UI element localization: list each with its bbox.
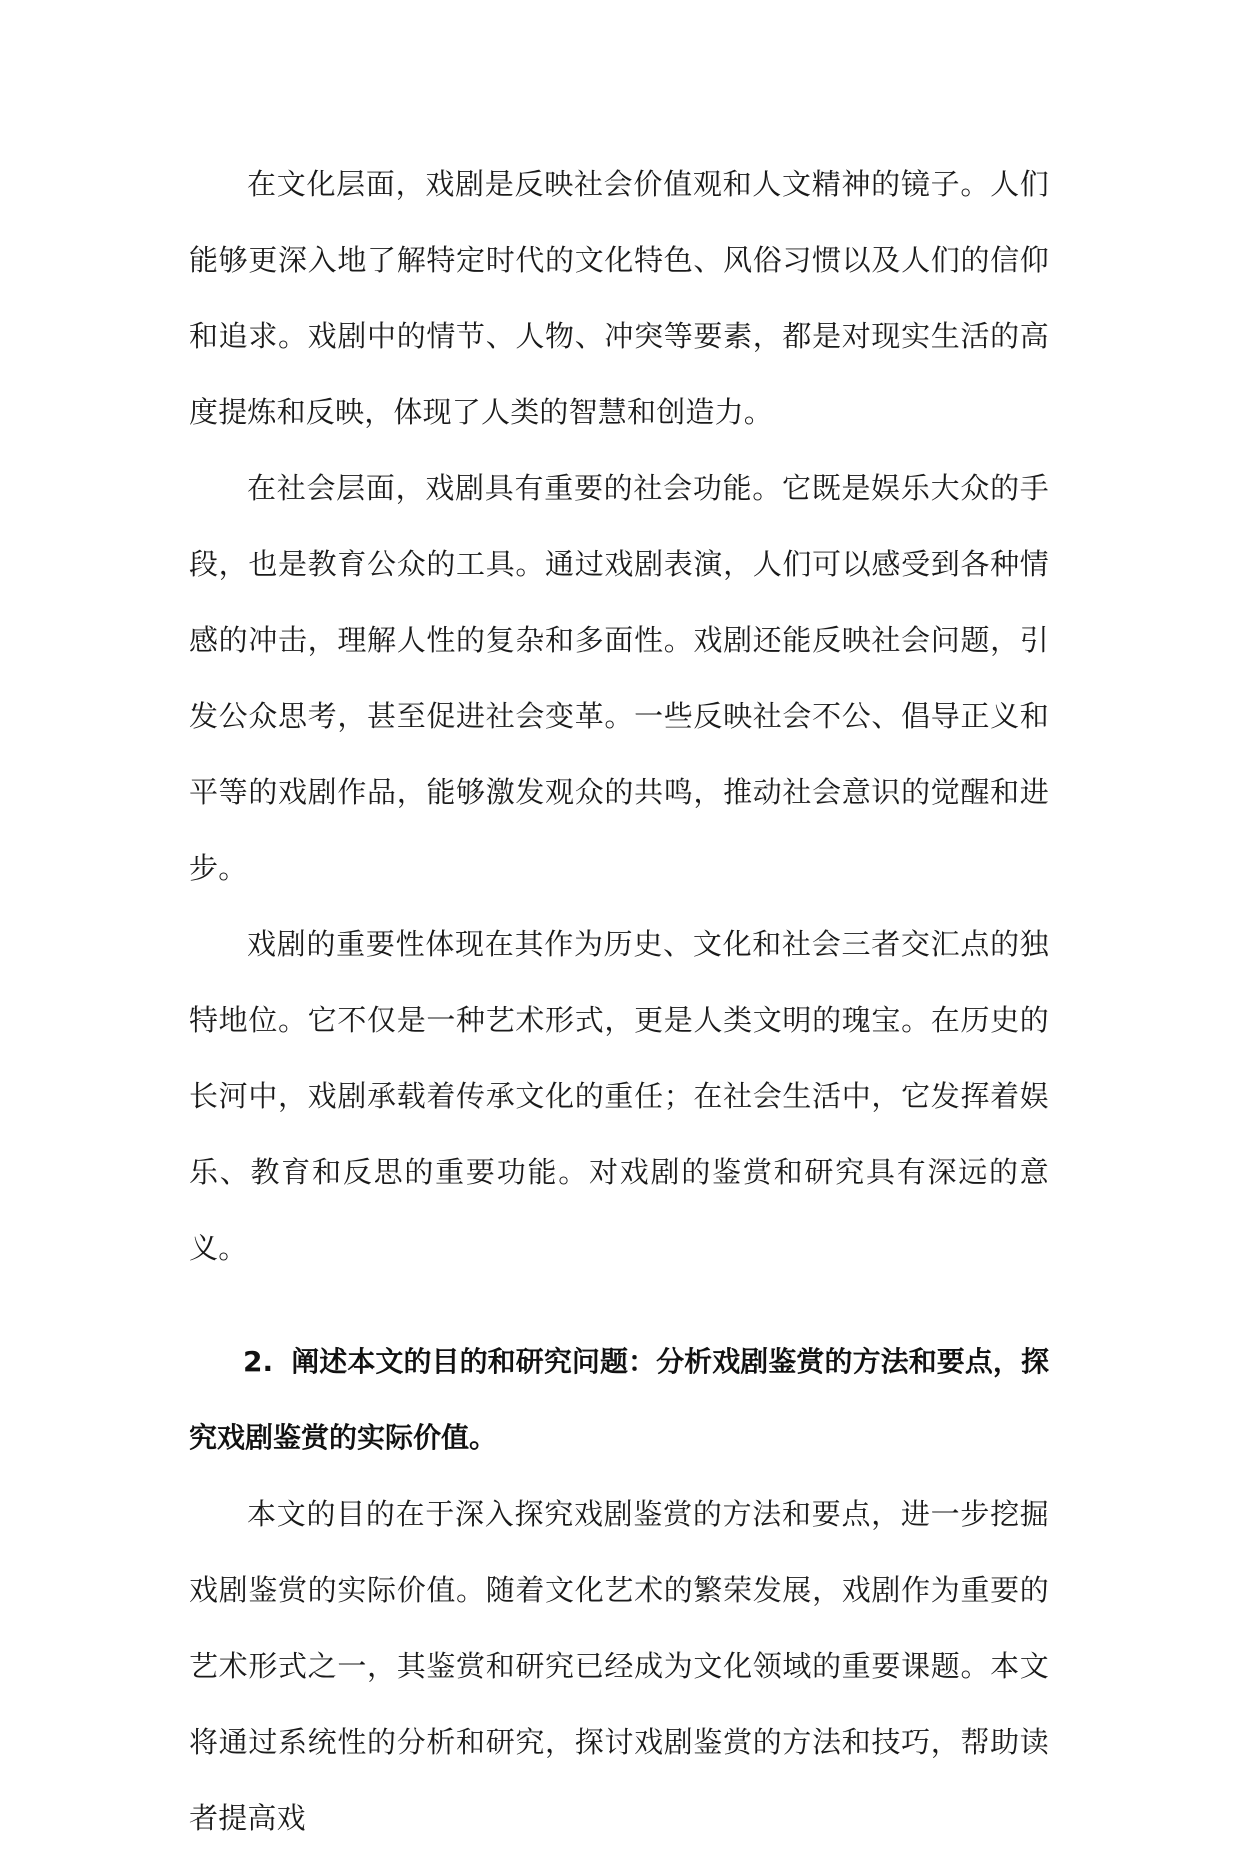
section-heading-number: 2. — [243, 1345, 274, 1378]
paragraph-cultural-level: 在文化层面，戏剧是反映社会价值观和人文精神的镜子。人们能够更深入地了解特定时代的文化特色、风俗习惯以及人们的信仰和追求。戏剧中的情节、人物、冲突等要素，都是对现实生活的高度提炼和反映，体现了人类的智慧和创造力。 — [189, 167, 1049, 429]
section-heading — [189, 1324, 1049, 1476]
section-heading-text: 阐述本文的目的和研究问题：分析戏剧鉴赏的方法和要点，探究戏剧鉴赏的实际价值。 — [189, 1345, 1049, 1454]
document-body — [189, 146, 1049, 1856]
paragraph-social-level: 在社会层面，戏剧具有重要的社会功能。它既是娱乐大众的手段，也是教育公众的工具。通过戏剧表演，人们可以感受到各种情感的冲击，理解人性的复杂和多面性。戏剧还能反映社会问题，引发公众思考，甚至促进社会变革。一些反映社会不公、倡导正义和平等的戏剧作品，能够激发观众的共鸣，推动社会意识的觉醒和进步。 — [189, 471, 1049, 885]
paragraph-importance: 戏剧的重要性体现在其作为历史、文化和社会三者交汇点的独特地位。它不仅是一种艺术形式，更是人类文明的瑰宝。在历史的长河中，戏剧承载着传承文化的重任；在社会生活中，它发挥着娱乐、教育和反思的重要功能。对戏剧的鉴赏和研究具有深远的意义。 — [189, 927, 1049, 1265]
paragraph-purpose: 本文的目的在于深入探究戏剧鉴赏的方法和要点，进一步挖掘戏剧鉴赏的实际价值。随着文化艺术的繁荣发展，戏剧作为重要的艺术形式之一，其鉴赏和研究已经成为文化领域的重要课题。本文将通过系统性的分析和研究，探讨戏剧鉴赏的方法和技巧，帮助读者提高戏 — [189, 1497, 1049, 1835]
